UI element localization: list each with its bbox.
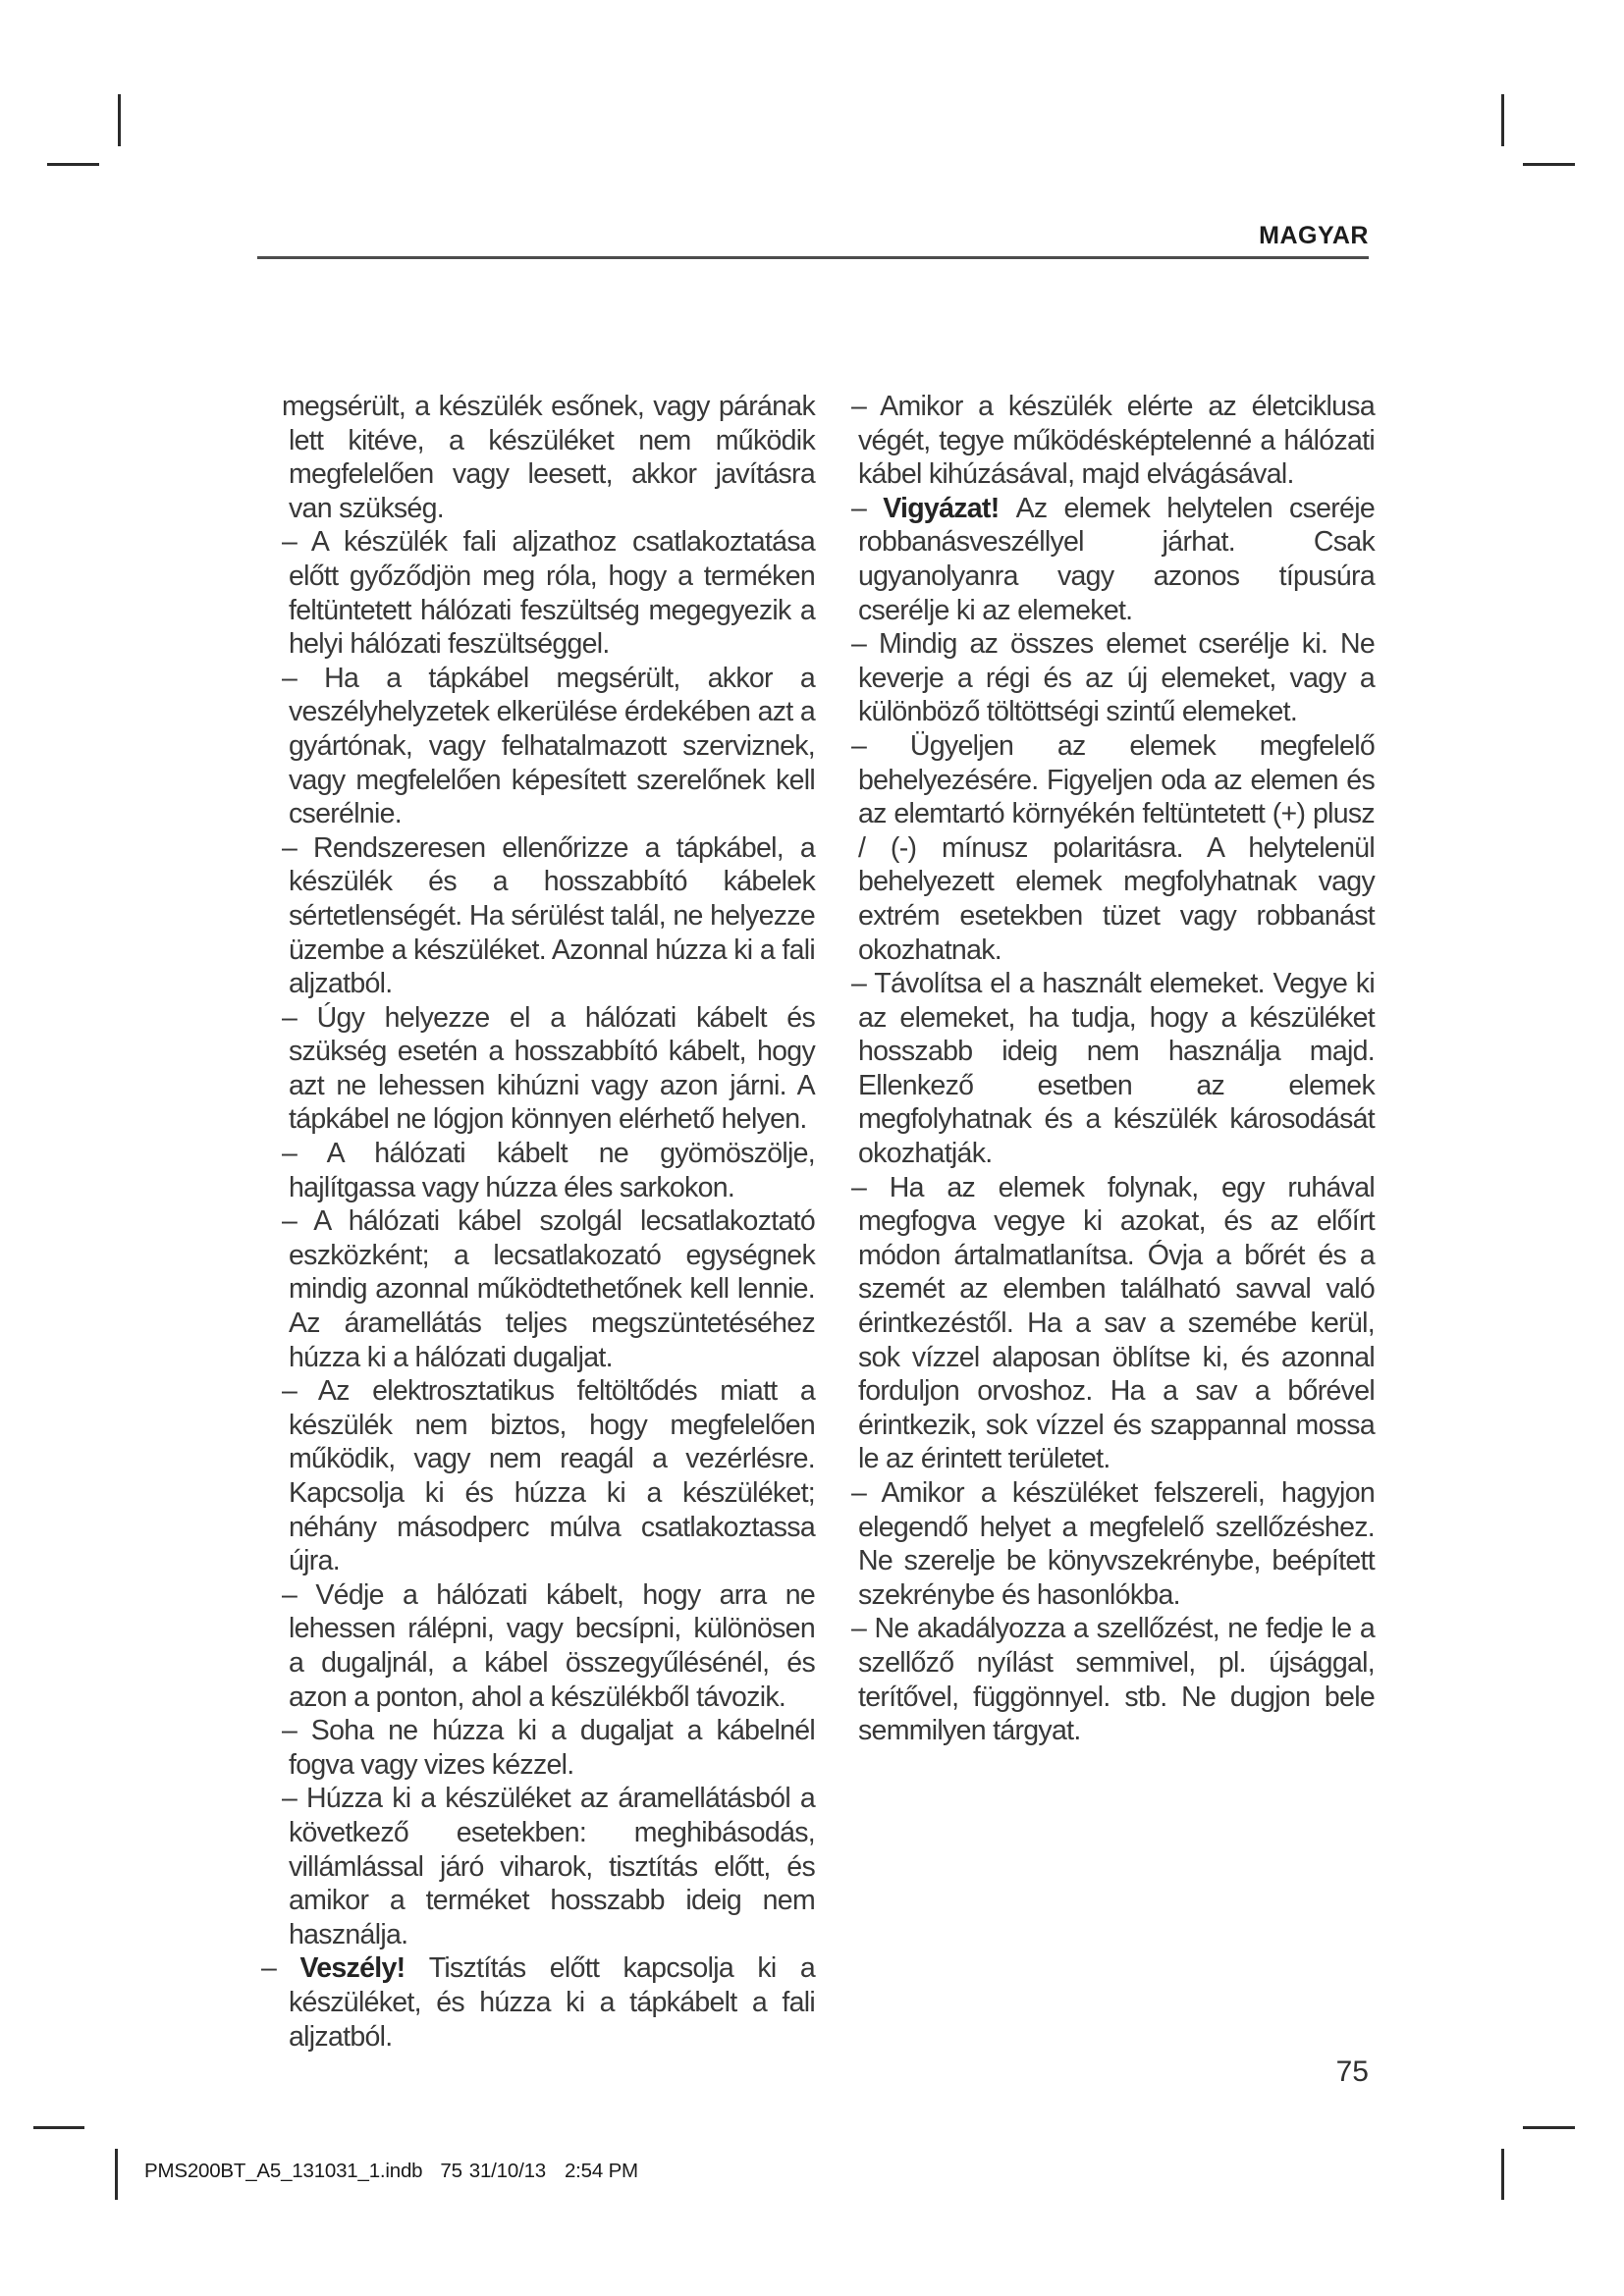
bullet-paragraph: – A hálózati kábelt ne gyömöszölje, hajlítgassa vagy húzza éles sarkokon. — [282, 1138, 815, 1203]
body-columns — [261, 390, 1376, 2054]
bullet-dash-marker: – — [851, 968, 875, 1000]
bullet-paragraph: – A hálózati kábel szolgál lecsatlakoztató eszközként; a lecsatlakozató egységnek mindig azonnal működtethetőnek kell lennie. Az áramellátás teljes megszüntetéséhez húzza ki a hálózati dugaljat. — [282, 1205, 815, 1373]
bullet-dash-marker: – — [851, 492, 884, 524]
bullet-paragraph: – Ha a tápkábel megsérült, akkor a veszélyhelyzetek elkerülése érdekében azt a gyártónak, vagy felhatalmazott szerviznek, vagy megfelelően képesített szerelőnek kell cserélnie. — [282, 662, 815, 830]
bullet-dash-marker: – — [851, 1613, 875, 1645]
bullet-dash-marker: – — [282, 1715, 311, 1747]
footer-filename: PMS200BT_A5_131031_1.indb — [144, 2160, 423, 2182]
bullet-dash-marker: – — [282, 1375, 318, 1408]
bullet-dash-marker: – — [282, 1138, 327, 1170]
bullet-paragraph: – Ha az elemek folynak, egy ruhával megfogva vegye ki azokat, és az előírt módon ártalmatlanítsa. Óvja a bőrét és a szemét az elemben található savval való érintkezéstől. Ha a sav a szemébe kerül, sok vízzel alaposan öblítse ki, és azonnal forduljon orvoshoz. Ha a sav a bőrével érintkezik, sok vízzel és szappannal mossa le az érintett területet. — [851, 1171, 1375, 1475]
bullet-dash-marker: – — [282, 662, 325, 694]
bullet-dash-marker: – — [282, 1783, 307, 1815]
bullet-paragraph: – Úgy helyezze el a hálózati kábelt és szükség esetén a hosszabbító kábelt, hogy azt ne lehessen kihúzni vagy azon járni. A tápkábel ne lógjon könnyen elérhető helyen. — [282, 1001, 815, 1136]
bullet-dash-marker: – — [261, 1952, 300, 1985]
bullet-paragraph: – A készülék fali aljzathoz csatlakoztatása előtt győződjön meg róla, hogy a terméken feltüntetett hálózati feszültség megegyezik a helyi hálózati feszültséggel. — [282, 526, 815, 661]
bullet-dash-marker: – — [851, 729, 910, 762]
crop-mark-top-right-vertical — [1501, 94, 1504, 146]
bullet-dash-marker: – — [282, 1578, 316, 1611]
crop-mark-top-left-horizontal — [47, 163, 99, 166]
bullet-paragraph: – Vigyázat! Az elemek helytelen cseréje robbanásveszéllyel járhat. Csak ugyanolyanra vagy azonos típusúra cserélje ki az elemeket. — [851, 492, 1375, 626]
crop-mark-top-right-horizontal — [1523, 163, 1575, 166]
crop-mark-bottom-right-vertical — [1501, 2149, 1504, 2200]
bullet-paragraph: – Ügyeljen az elemek megfelelő behelyezésére. Figyeljen oda az elemen és az elemtartó környékén feltüntetett (+) plusz / (-) mínusz polaritásra. A helytelenül behelyezett elemek megfolyhatnak vagy extrém esetekben tüzet vagy robbanást okozhatnak. — [851, 729, 1375, 966]
page-number: 75 — [1335, 2056, 1369, 2088]
bullet-paragraph: – Soha ne húzza ki a dugaljat a kábelnél fogva vagy vizes kézzel. — [282, 1715, 816, 1781]
bullet-dash-marker: – — [282, 1001, 317, 1034]
footer-time: 2:54 PM — [564, 2160, 638, 2182]
bullet-dash-marker: – — [851, 391, 881, 422]
bullet-dash-marker: – — [851, 1477, 882, 1509]
bullet-dash-marker: – — [282, 831, 313, 864]
bullet-paragraph: – Távolítsa el a használt elemeket. Vegye ki az elemeket, ha tudja, hogy a készüléket hosszabb ideig nem használja majd. Ellenkező esetben az elemek megfolyhatnak és a készülék károsodását okozhatják. — [851, 968, 1375, 1170]
bullet-paragraph: – Mindig az összes elemet cserélje ki. Ne keverje a régi és az új elemeket, vagy a különböző töltöttségi szintű elemeket. — [851, 628, 1375, 728]
bullet-paragraph: – Amikor a készüléket felszereli, hagyjon elegendő helyet a megfelelő szellőzéshez. Ne szerelje be könyvszekrénybe, beépített szekrénybe és hasonlókba. — [851, 1477, 1375, 1611]
bullet-paragraph: – Védje a hálózati kábelt, hogy arra ne lehessen rálépni, vagy becsípni, különösen a dugaljnál, a kábel összegyűlésénél, és azon a ponton, ahol a készülékből távozik. — [282, 1578, 815, 1713]
left-column — [261, 390, 816, 2054]
bullet-dash-marker: – — [851, 628, 879, 661]
continuation-paragraph: megsérült, a készülék esőnek, vagy párának lett kitéve, a készüléket nem működik megfelelően vagy leesett, akkor javításra van szükség. — [282, 391, 815, 524]
bullet-paragraph: – Amikor a készülék elérte az életciklusa végét, tegye működésképtelenné a hálózati kábel kihúzásával, majd elvágásával. — [851, 391, 1376, 491]
bullet-paragraph: – Ne akadályozza a szellőzést, ne fedje le a szellőző nyílást semmivel, pl. újsággal, terítővel, függönnyel. stb. Ne dugjon bele semmilyen tárgyat. — [851, 1613, 1375, 1747]
bullet-paragraph: – Húzza ki a készüléket az áramellátásból a következő esetekben: meghibásodás, villámlással járó viharok, tisztítás előtt, és amikor a terméket hosszabb ideig nem használja. — [282, 1783, 815, 1950]
crop-mark-top-left-vertical — [118, 94, 121, 146]
bullet-paragraph: – Az elektrosztatikus feltöltődés miatt a készülék nem biztos, hogy megfelelően működik, vagy nem reagál a vezérlésre. Kapcsolja ki és húzza ki a készüléket; néhány másodperc múlva csatlakoztassa újra. — [282, 1375, 815, 1577]
footer-print-info — [144, 2160, 638, 2183]
crop-mark-bottom-right-horizontal — [1523, 2126, 1575, 2129]
language-header: MAGYAR — [1259, 222, 1369, 249]
bullet-paragraph: – Rendszeresen ellenőrizze a tápkábel, a készülék és a hosszabbító kábelek sértetlenségét. Ha sérülést talál, ne helyezze üzembe a készüléket. Azonnal húzza ki a fali aljzatból. — [282, 831, 815, 1000]
bullet-dash-marker: – — [282, 1205, 314, 1238]
right-column — [851, 390, 1375, 2054]
bullet-paragraph: – Veszély! Tisztítás előtt kapcsolja ki a készüléket, és húzza ki a tápkábelt a fali aljzatból. — [261, 1952, 815, 2053]
crop-mark-bottom-left-vertical — [115, 2149, 118, 2200]
header-rule — [257, 256, 1369, 259]
bullet-dash-marker: – — [282, 526, 311, 559]
bullet-dash-marker: – — [851, 1171, 890, 1203]
footer-date: 31/10/13 — [468, 2160, 546, 2182]
bold-lead-word: Vigyázat! — [883, 492, 1016, 524]
bold-lead-word: Veszély! — [299, 1952, 429, 1985]
crop-mark-bottom-left-horizontal — [33, 2126, 84, 2129]
footer-page-ref: 75 — [440, 2160, 462, 2182]
